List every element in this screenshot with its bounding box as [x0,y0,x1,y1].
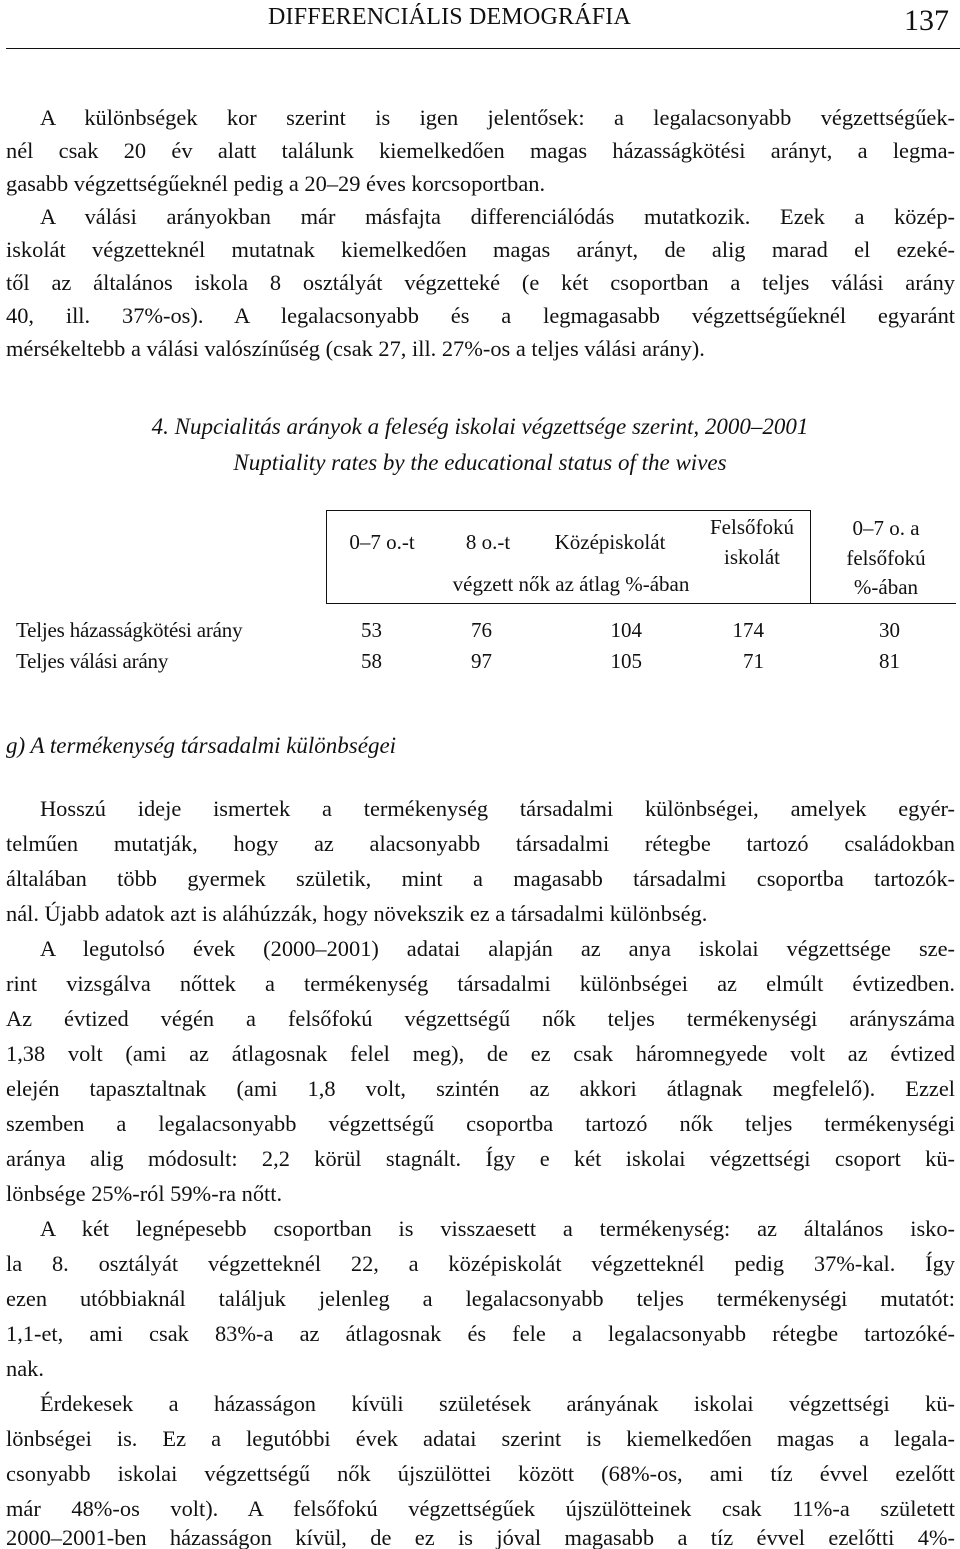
text-line: lönbsége 25%-ról 59%-ra nőtt. [6,1181,283,1206]
text-line: Hosszú ideje ismertek a termékenység társadalmi különbségei, amelyek egyér- [40,796,955,821]
text-line: la 8. osztályát végzetteknél 22, a középiskolát végzetteknél pedig 37%-kal. Így [6,1251,955,1276]
column-header-text: Felsőfokú iskolát [710,515,794,569]
text-line: nél csak 20 év alatt találunk kiemelkedően magas házasságkötési arányt, a legma- [6,138,955,163]
running-title: DIFFERENCIÁLIS DEMOGRÁFIA [268,4,632,30]
text-line: ezen utóbbiaknál találjuk jelenleg a legalacsonyabb teljes termékenységi mutatót: [6,1286,955,1311]
text-line: A két legnépesebb csoportban is visszaesett a termékenység: az általános isko- [40,1216,955,1241]
text-line: 1,38 volt (ami az átlagosnak felel meg), de ez csak háromnegyede volt az évtized [6,1041,955,1066]
text-line: mérsékeltebb a válási valószínűség (csak 27, ill. 27%-os a teljes válási arány). [6,336,705,361]
text-line: nál. Újabb adatok azt is aláhúzzák, hogy növekszik ez a társadalmi különbség. [6,901,708,926]
text-line: 1,1-et, ami csak 83%-a az átlagosnak és fele a legalacsonyabb rétegbe tartozóké- [6,1321,955,1346]
column-header: 8 o.-t [465,530,511,554]
table-cell: 105 [610,649,642,673]
column-group-label: végzett nők az átlag %-ában [452,572,690,596]
column-header [692,512,812,572]
row-label: Teljes házasságkötési arány [16,618,243,642]
last-column-header-line: felsőfokú [846,546,926,570]
text-line: A legutolsó évek (2000–2001) adatai alapján az anya iskolai végzettsége sze- [40,936,955,961]
text-line: 2000–2001-ben házasságon kívül, de ez is jóval magasabb a tíz évvel ezelőtti 4%- [6,1528,955,1549]
text-line: 40, ill. 37%-os). A legalacsonyabb és a legmagasabb végzettségűeknél egyaránt [6,303,955,328]
column-header: Középiskolát [554,530,666,554]
text-line: Érdekesek a házasságon kívüli születések arányának iskolai végzettségi kü- [40,1391,955,1416]
text-line: Az évtized végén a felsőfokú végzettségű nők teljes termékenységi arányszáma [6,1006,955,1031]
table-cell: 104 [610,618,642,642]
page-number: 137 [904,4,949,37]
table-cell: 97 [471,649,492,673]
table-cell: 76 [471,618,492,642]
text-line: lönbségei is. Ez a legutóbbi évek adatai szerint is kiemelkedően magas a legala- [6,1426,955,1451]
row-label: Teljes válási arány [16,649,169,673]
last-column-header-line: %-ában [853,575,919,599]
text-line: aránya alig módosult: 2,2 körül stagnált. Így e két iskolai végzettségi csoport kü- [6,1146,955,1171]
table-left-rule [326,510,327,604]
table-cell: 53 [361,618,382,642]
table-cell: 30 [879,618,900,642]
text-line: elején tapasztaltnak (ami 1,8 volt, szintén az akkori átlagnak megfelelő). Ezzel [6,1076,955,1101]
text-line: gasabb végzettségűeknél pedig a 20–29 éves korcsoportban. [6,171,546,196]
header-rule [6,48,960,49]
text-line: már 48%-os volt). A felsőfokú végzettségűek újszülötteinek csak 11%-a született [6,1496,955,1521]
table-header [326,510,956,604]
last-column-header-line: 0–7 o. a [852,516,920,540]
section-heading: g) A termékenység társadalmi különbségei [6,733,397,758]
table-cell: 174 [732,618,764,642]
text-line: telműen mutatják, hogy az alacsonyabb társadalmi rétegbe tartozó családokban [6,831,955,856]
text-line: szemben a legalacsonyabb végzettségű csoportba tartozó nők teljes termékenységi [6,1111,955,1136]
column-header: 0–7 o.-t [349,530,415,554]
table-bottom-rule [326,603,956,604]
text-line: A különbségek kor szerint is igen jelentősek: a legalacsonyabb végzettségűek- [40,105,955,130]
table-caption-hu: 4. Nupcialitás arányok a feleség iskolai végzettsége szerint, 2000–2001 [151,414,809,439]
text-line: nak. [6,1356,44,1381]
text-line: iskolát végzetteknél mutatnak kiemelkedően magas arányt, de alig marad el ezeké- [6,237,955,262]
text-line: től az általános iskola 8 osztályát végzetteké (e két csoportban a teljes válási arány [6,270,955,295]
table-cell: 81 [879,649,900,673]
text-line: A válási arányokban már másfajta differenciálódás mutatkozik. Ezek a közép- [40,204,955,229]
table-caption-en: Nuptiality rates by the educational status of the wives [233,450,727,475]
table-cell: 58 [361,649,382,673]
text-line: rint vizsgálva nőttek a termékenység társadalmi különbségei az elmúlt évtizedben. [6,971,955,996]
text-line: általában több gyermek születik, mint a magasabb társadalmi csoportba tartozók- [6,866,955,891]
table-cell: 71 [743,649,764,673]
text-line: csonyabb iskolai végzettségű nők újszülöttei között (68%-os, ami tíz évvel ezelőtt [6,1461,955,1486]
